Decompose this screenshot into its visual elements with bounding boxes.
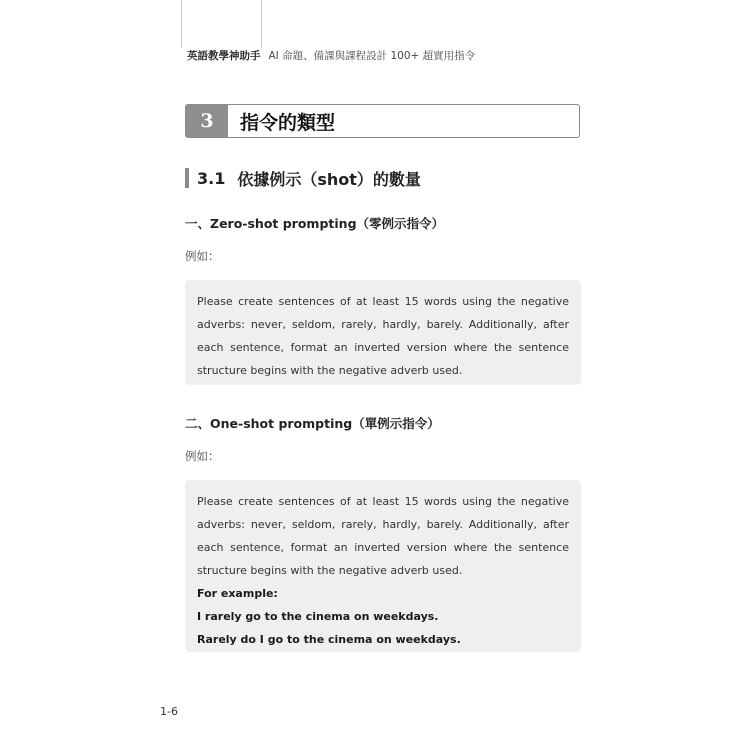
running-header — [187, 48, 475, 63]
page-number: 1-6 — [160, 705, 178, 718]
subsection-heading-one-shot: 二、One-shot prompting（單例示指令） — [185, 416, 440, 431]
example-line-intro: For example: — [197, 587, 278, 600]
book-title: 英語教學神助手 — [187, 50, 261, 62]
chapter-banner — [185, 104, 580, 138]
example-label-zero-shot: 例如： — [185, 249, 220, 263]
example-box-zero-shot — [185, 280, 581, 385]
section-bar — [185, 168, 189, 188]
chapter-title: 指令的類型 — [240, 111, 336, 134]
example-label-one-shot: 例如： — [185, 449, 220, 463]
example-box-one-shot — [185, 480, 581, 652]
example-line-inverted: Rarely do I go to the cinema on weekdays. — [197, 633, 461, 646]
section-title: 依據例示（shot）的數量 — [237, 169, 421, 189]
section-heading — [185, 168, 421, 188]
chapter-number: 3 — [186, 105, 228, 137]
example-line-sentence: I rarely go to the cinema on weekdays. — [197, 610, 439, 623]
prompt-text-zero-shot: Please create sentences of at least 15 words using the negative adverbs: never, seldom, rarely, hardly, barely. Additionally, after each sentence, format an inverted version where the sentence structure begins with the negative adverb used. — [197, 295, 569, 377]
subsection-heading-zero-shot: 一、Zero-shot prompting（零例示指令） — [185, 216, 445, 231]
margin-line-right — [261, 0, 262, 48]
section-number: 3.1 — [197, 168, 226, 188]
margin-line-left — [181, 0, 182, 48]
prompt-text-one-shot: Please create sentences of at least 15 words using the negative adverbs: never, seldom, rarely, hardly, barely. Additionally, after each sentence, format an inverted version where the sentence structure begins with the negative adverb used. — [197, 495, 569, 577]
book-subtitle: AI 命題、備課與課程設計 100+ 超實用指令 — [268, 50, 476, 62]
